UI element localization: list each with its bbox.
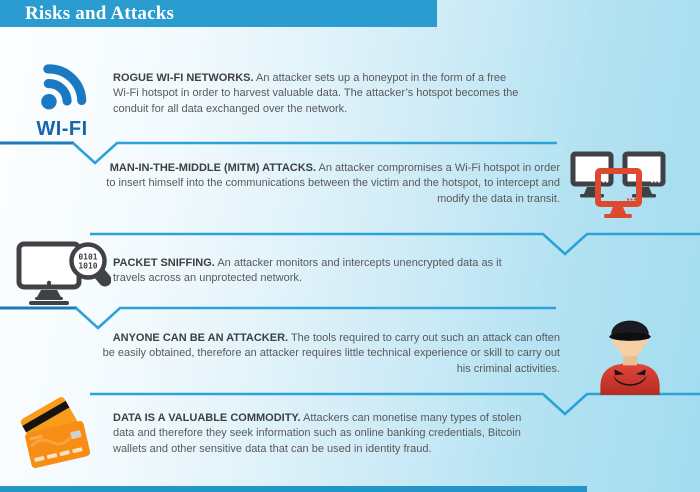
page-title: Risks and Attacks [25, 3, 175, 24]
footer-bar [0, 486, 587, 492]
section-text-packet-sniffing [113, 256, 537, 287]
wifi-icon [16, 55, 108, 141]
wifi-label: WI-FI [36, 118, 88, 140]
section-body: An attacker sets up a honeypot in the form of a free Wi-Fi hotspot in order to harvest valuable data. The attacker’s hotspot becomes the conduit for all data exchanged over the network. [113, 72, 519, 115]
divider-3 [76, 308, 556, 328]
section-lead: PACKET SNIFFING. [113, 257, 215, 269]
section-lead: ANYONE CAN BE AN ATTACKER. [112, 332, 289, 344]
attacker-person-icon [597, 312, 663, 400]
magnifier-binary-line-1: 0101 [78, 252, 98, 262]
section-text-data-commodity [113, 411, 541, 457]
section-lead: DATA IS A VALUABLE COMMODITY. [113, 412, 301, 424]
divider-1 [73, 143, 557, 163]
section-text-anyone-attacker [100, 331, 560, 377]
section-body: Attackers can monetise many types of stolen data and therefore they seek information such as online banking credentials, Bitcoin wallets and other sensitive data that can be used in identity fraud. [113, 412, 522, 455]
mitm-monitors-icon [570, 150, 666, 235]
credit-cards-icon [18, 396, 102, 477]
magnifier-binary-line-2: 1010 [78, 261, 98, 271]
divider-2 [90, 234, 700, 254]
section-body: An attacker compromises a Wi-Fi hotspot in order to insert himself into the communications between the victim and the hotspot, to intercept and modify the data in transit. [106, 162, 560, 205]
title-bar [0, 0, 437, 27]
section-lead: ROGUE WI-FI NETWORKS. [113, 72, 254, 84]
packet-sniffing-icon [15, 241, 111, 314]
section-body: An attacker monitors and intercepts unencrypted data as it travels across an unprotected network. [113, 257, 502, 285]
wifi-signal-icon [19, 55, 105, 115]
section-text-mitm [103, 161, 560, 207]
section-body: The tools required to carry out such an attack can often be easily obtained, therefore an attacker requires little technical experience or skill to carry out his criminal activities. [102, 332, 560, 375]
section-text-rogue-wifi [113, 71, 525, 117]
section-lead: MAN-IN-THE-MIDDLE (MITM) ATTACKS. [109, 162, 317, 174]
